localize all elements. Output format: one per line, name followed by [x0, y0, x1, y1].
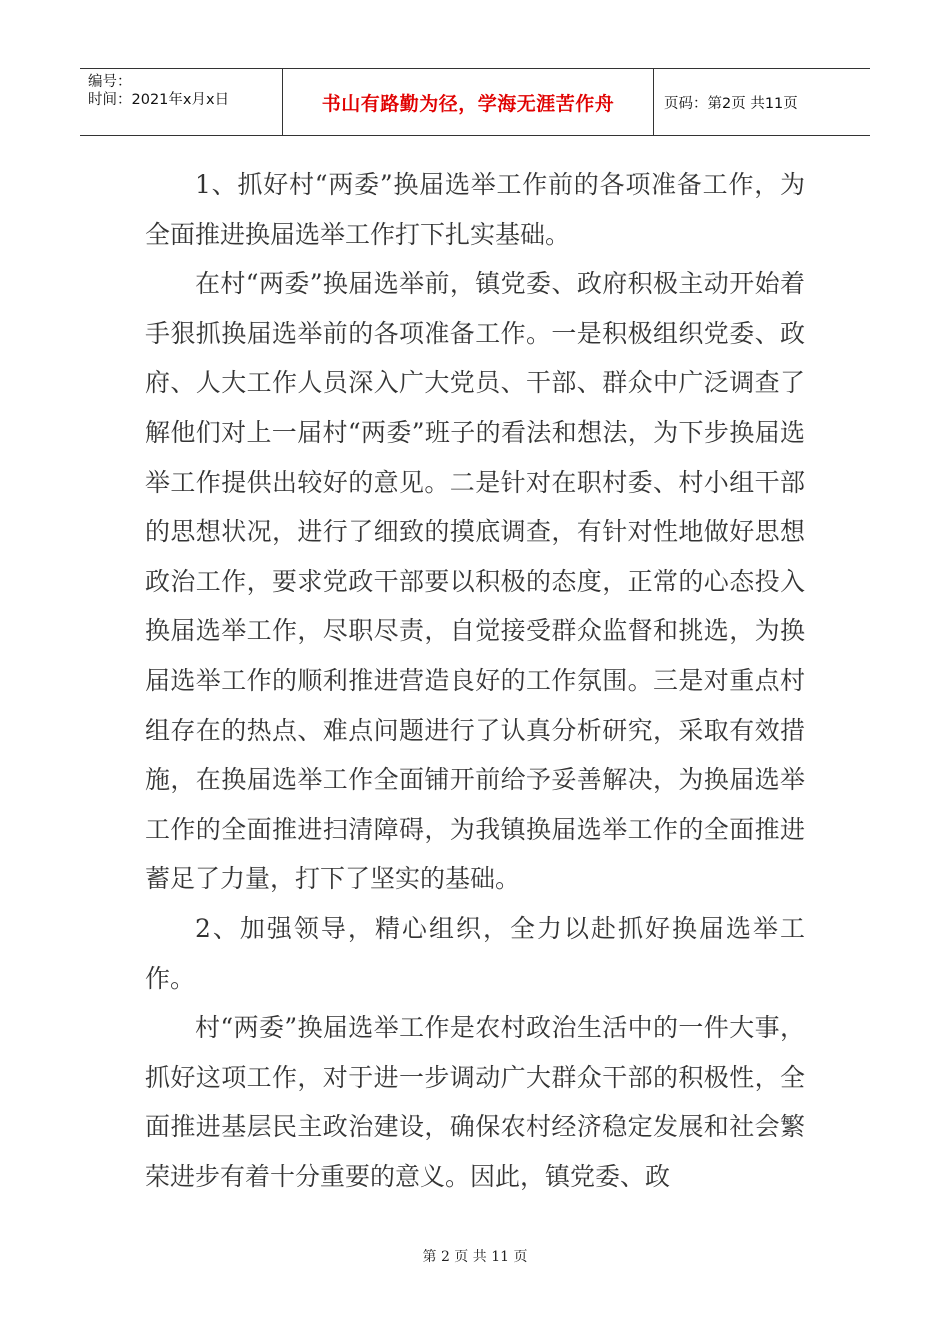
header-motto: 书山有路勤为径，学海无涯苦作舟	[321, 92, 615, 115]
header-motto-cell	[283, 69, 654, 135]
paragraph-section-2-body: 村“两委”换届选举工作是农村政治生活中的一件大事，抓好这项工作，对于进一步调动广大群众干部的积极性，全面推进基层民主政治建设，确保农村经济稳定发展和社会繁荣进步有着十分重要的意义。因此，镇党委、政	[145, 1013, 805, 1191]
header-page-cell	[654, 69, 870, 135]
document-number-label: 编号：	[88, 74, 132, 90]
footer-page-number: 第 2 页 共 11 页	[422, 1249, 528, 1265]
page-footer	[0, 1246, 950, 1266]
document-header	[80, 68, 870, 136]
paragraph-section-1-body: 在村“两委”换届选举前，镇党委、政府积极主动开始着手狠抓换届选举前的各项准备工作。一是积极组织党委、政府、人大工作人员深入广大党员、干部、群众中广泛调查了解他们对上一届村“两委”班子的看法和想法，为下步换届选举工作提供出较好的意见。二是针对在职村委、村小组干部的思想状况，进行了细致的摸底调查，有针对性地做好思想政治工作，要求党政干部要以积极的态度，正常的心态投入换届选举工作，尽职尽责，自觉接受群众监督和挑选，为换届选举工作的顺利推进营造良好的工作氛围。三是对重点村组存在的热点、难点问题进行了认真分析研究，采取有效措施，在换届选举工作全面铺开前给予妥善解决，为换届选举工作的全面推进扫清障碍，为我镇换届选举工作的全面推进蓄足了力量，打下了坚实的基础。	[145, 269, 805, 894]
document-date-label: 时间：2021年x月x日	[88, 92, 230, 108]
document-body	[145, 160, 805, 1201]
paragraph-section-2-heading: 2、加强领导，精心组织，全力以赴抓好换届选举工作。	[145, 913, 805, 993]
header-meta-cell	[80, 69, 283, 135]
header-page-info: 页码：第2页 共11页	[664, 95, 798, 112]
paragraph-section-1-heading: 1、抓好村“两委”换届选举工作前的各项准备工作，为全面推进换届选举工作打下扎实基础。	[145, 170, 805, 249]
